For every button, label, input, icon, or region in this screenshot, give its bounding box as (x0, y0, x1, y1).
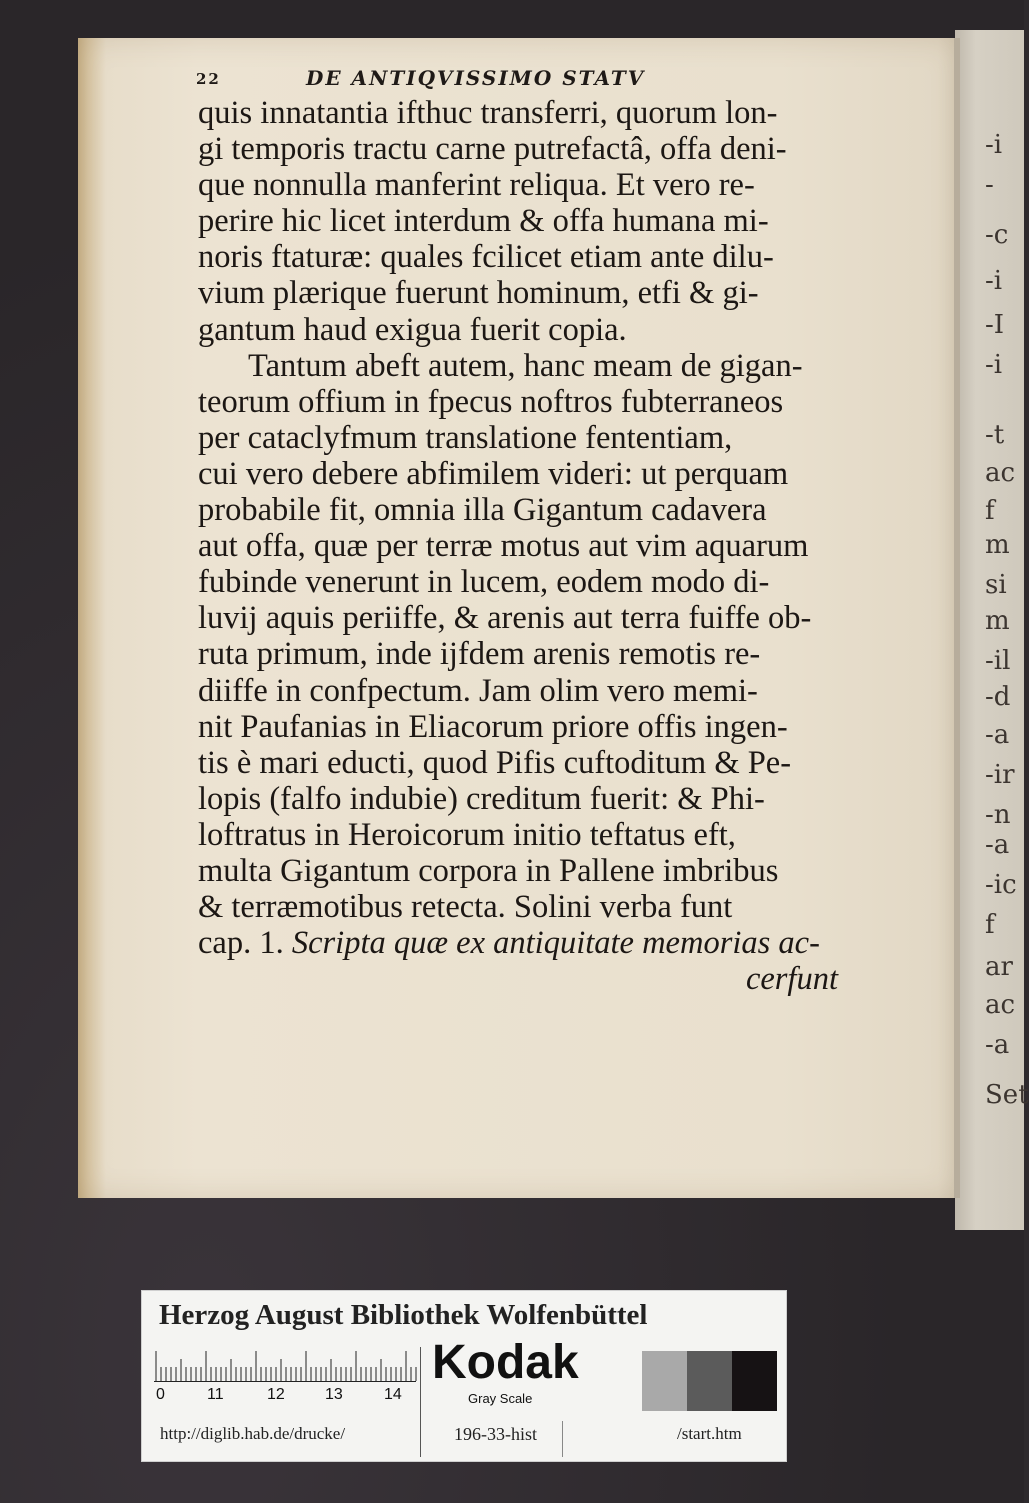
page-gutter (954, 38, 960, 1198)
next-page-fragment: -d (985, 682, 1011, 712)
next-page-fragment: m (985, 530, 1010, 560)
text-line: gantum haud exigua fuerit copia. (198, 311, 627, 348)
text-line: probabile fit, omnia illa Gigantum cadavera (198, 492, 767, 529)
ruler-label: 11 (207, 1386, 224, 1403)
card-divider (562, 1421, 563, 1457)
text-line: que nonnulla manferint reliqua. Et vero re- (198, 167, 755, 204)
ruler-label: 0 (156, 1386, 165, 1403)
next-page-fragment: f (985, 910, 995, 940)
ruler-label: 13 (325, 1386, 343, 1403)
next-page-fragment: -a (985, 720, 1010, 750)
next-page-fragment: -i (985, 350, 1003, 380)
ruler-label: 12 (267, 1386, 285, 1403)
text-line: perire hic licet interdum & offa humana mi- (198, 203, 769, 240)
next-page-fragment: -i (985, 266, 1003, 296)
text-line: tis è mari educti, quod Pifis cuftoditum & Pe- (198, 744, 792, 781)
next-page-fragment: -t (985, 420, 1005, 450)
chapter-reference: cap. 1. (198, 925, 284, 962)
next-page-fragment: -ir (985, 760, 1015, 790)
text-line (198, 925, 838, 961)
next-page-fragment: -i (985, 130, 1003, 160)
catchword: cerfunt (745, 961, 838, 998)
library-name: Herzog August Bibliothek Wolfenbüttel (159, 1299, 648, 1331)
text-line: per cataclyfmum translatione fententiam, (198, 419, 733, 456)
next-page-fragment: -c (985, 220, 1009, 250)
text-line: ruta primum, inde ijfdem arenis remotis re- (198, 636, 761, 673)
text-line: gi temporis tractu carne putrefactâ, offa deni- (198, 131, 787, 168)
text-line: lopis (falfo indubie) creditum fuerit: & Phi- (198, 780, 765, 817)
ruler-labels (152, 1386, 422, 1406)
grayscale-label: Gray Scale (468, 1391, 533, 1406)
text-line: aut offa, quæ per terræ motus aut vim aquarum (198, 528, 809, 565)
text-line: luvij aquis periiffe, & arenis aut terra fuiffe ob- (198, 600, 812, 637)
url-prefix: http://diglib.hab.de/drucke/ (160, 1424, 346, 1443)
card-divider (420, 1347, 421, 1457)
next-page-fragment: -a (985, 1030, 1010, 1060)
next-page-fragment: -n (985, 800, 1011, 830)
next-page-fragment: m (985, 606, 1010, 636)
next-page-fragment: - (985, 170, 994, 200)
quotation-italic: Scripta quæ ex antiquitate memorias ac- (291, 925, 820, 962)
ruler-label: 14 (384, 1386, 402, 1403)
text-line: & terræmotibus retecta. Solini verba funt (198, 889, 733, 926)
next-page-fragment: f (985, 496, 995, 526)
text-line: teorum offium in fpecus noftros fubterraneos (198, 383, 784, 420)
text-line: multa Gigantum corpora in Pallene imbribus (198, 852, 779, 889)
next-page-fragment: si (985, 570, 1007, 600)
text-line: noris ftaturæ: quales fcilicet etiam ante dilu- (198, 239, 774, 276)
text-line: fubinde venerunt in lucem, eodem modo di- (198, 564, 770, 601)
next-page-fragment: ar (985, 952, 1013, 982)
gray-scale-swatches (597, 1351, 777, 1411)
kodak-logo: Kodak (432, 1336, 579, 1389)
running-title: DE ANTIQVISSIMO STATV (306, 66, 646, 90)
swatch-dark-gray (687, 1351, 732, 1411)
text-line: diiffe in confpectum. Jam olim vero memi- (198, 672, 758, 709)
swatch-light-gray (642, 1351, 687, 1411)
next-page-fragment: ac (985, 458, 1016, 488)
text-line: cui vero debere abfimilem videri: ut perquam (198, 455, 789, 492)
text-line: nit Paufanias in Eliacorum priore offis ingen- (198, 708, 788, 745)
next-page-fragment: Set (985, 1080, 1029, 1110)
next-page-fragment: ac (985, 990, 1016, 1020)
text-line: vium plærique fuerunt hominum, etfi & gi- (198, 275, 759, 312)
swatch-white (597, 1351, 642, 1411)
body-text (198, 95, 838, 997)
next-page-fragment: -il (985, 646, 1011, 676)
text-line: quis innatantia ifthuc transferri, quorum lon- (198, 95, 778, 131)
ruler-ticks (154, 1347, 416, 1381)
color-calibration-card (141, 1290, 787, 1462)
shelfmark: 196-33-hist (454, 1424, 537, 1444)
page-number: 22 (196, 70, 221, 88)
text-line: Tantum abeft autem, hanc meam de gigan- (248, 347, 803, 384)
measuring-ruler (154, 1347, 416, 1382)
text-line: loftratus in Heroicorum initio teftatus eft, (198, 816, 736, 853)
swatch-black (732, 1351, 777, 1411)
next-page-fragment: -ic (985, 870, 1017, 900)
adjacent-page-edge (955, 30, 1029, 1230)
next-page-fragment: -I (985, 310, 1005, 340)
url-suffix: /start.htm (677, 1424, 742, 1443)
next-page-fragment: -a (985, 830, 1010, 860)
